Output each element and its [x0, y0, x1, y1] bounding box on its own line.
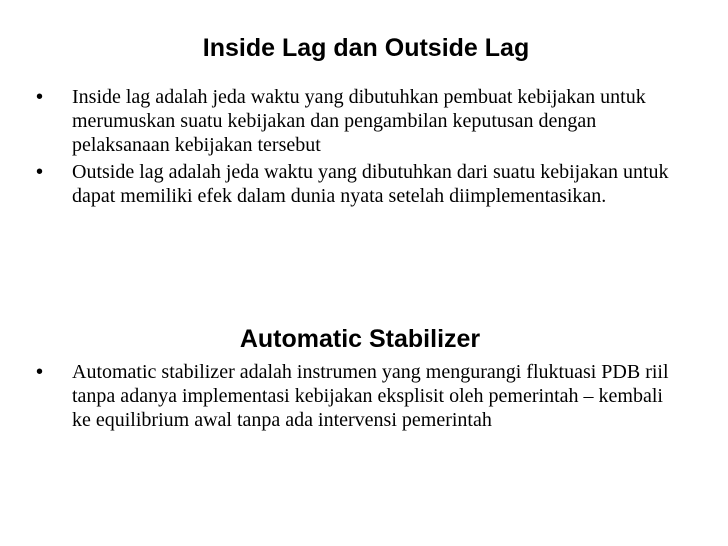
- bullet-item-outside-lag: [36, 160, 686, 208]
- bullet-text: Automatic stabilizer adalah instrumen yang mengurangi fluktuasi PDB riil tanpa adanya implementasi kebijakan eksplisit oleh pemerintah – kembali ke equilibrium awal tanpa ada intervensi pemerintah: [72, 361, 669, 431]
- bullet-text: Inside lag adalah jeda waktu yang dibutuhkan pembuat kebijakan untuk merumuskan suatu kebijakan dan pengambilan keputusan dengan pelaksanaan kebijakan tersebut: [72, 86, 646, 156]
- bullet-item-automatic-stabilizer: [36, 360, 686, 432]
- section-title-automatic-stabilizer: Automatic Stabilizer: [239, 325, 481, 353]
- bullet-list-stabilizer: [36, 360, 686, 435]
- bullet-icon: •: [36, 161, 44, 183]
- section-title-inside-outside-lag: Inside Lag dan Outside Lag: [202, 34, 530, 62]
- bullet-list-lags: [36, 85, 686, 211]
- bullet-icon: •: [36, 361, 44, 383]
- bullet-icon: •: [36, 86, 44, 108]
- bullet-item-inside-lag: [36, 85, 686, 157]
- bullet-text: Outside lag adalah jeda waktu yang dibutuhkan dari suatu kebijakan untuk dapat memiliki efek dalam dunia nyata setelah diimplementasikan.: [72, 161, 669, 207]
